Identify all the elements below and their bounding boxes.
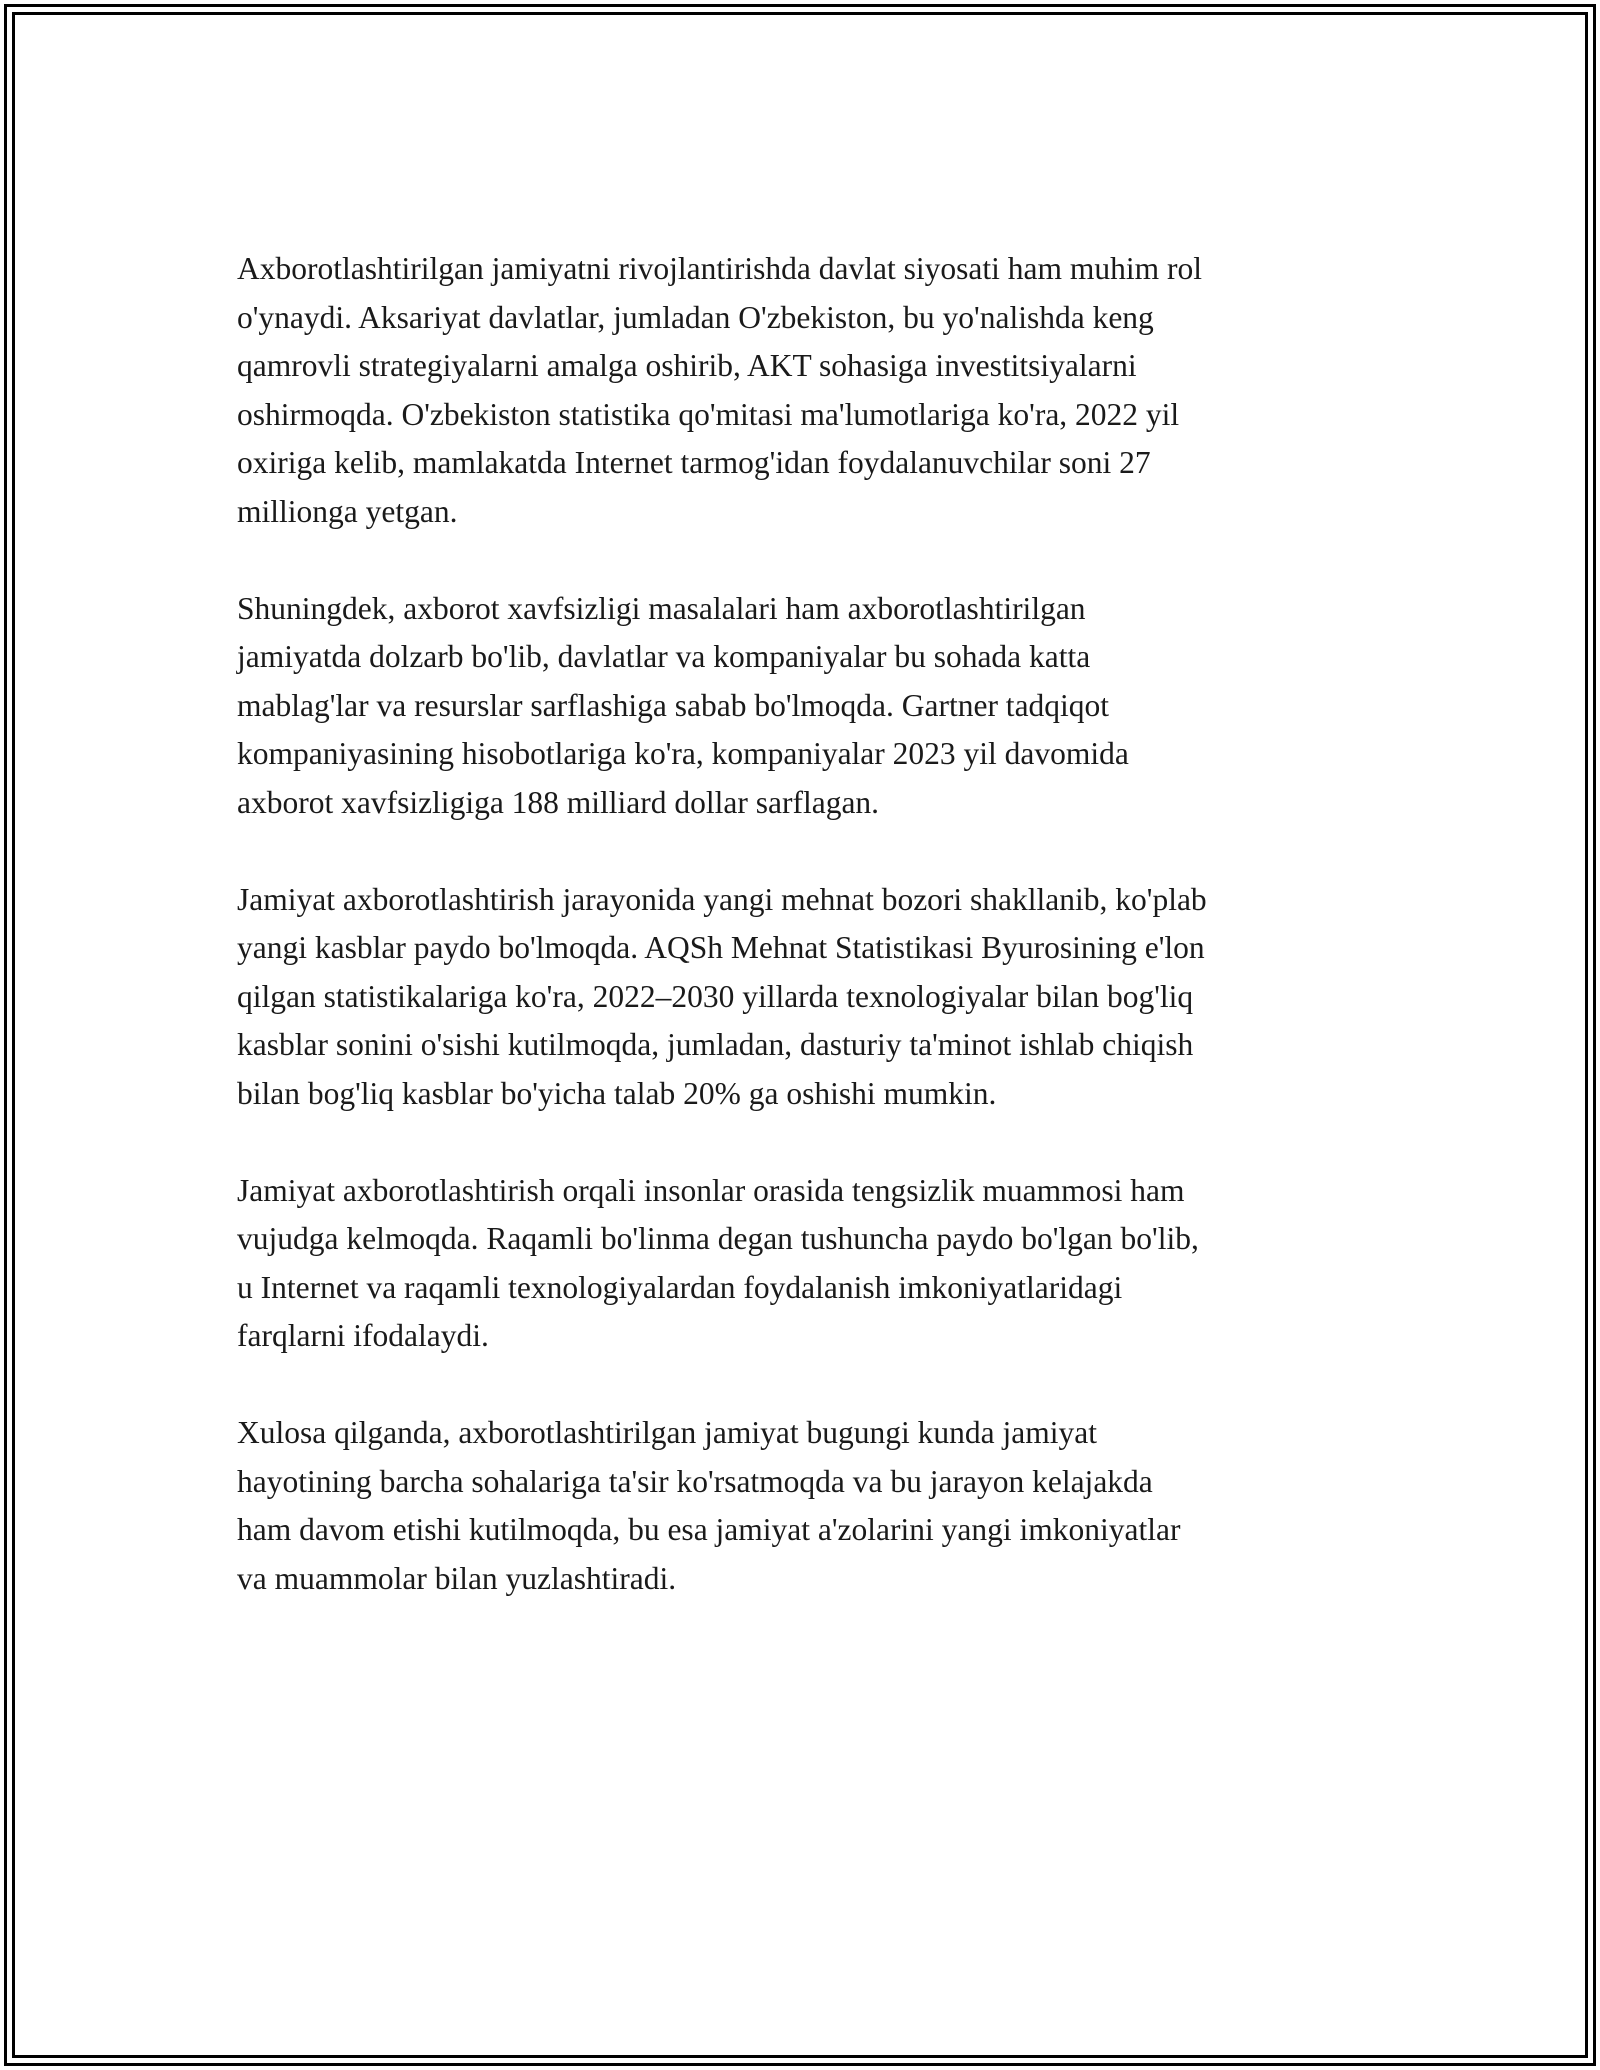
- page-border-inner: [12, 12, 1588, 2058]
- paragraph-labor-market: Jamiyat axborotlashtirish jarayonida yangi mehnat bozori shakllanib, ko'plab yangi kasblar paydo bo'lmoqda. AQSh Mehnat Statistikasi Byurosining e'lon qilgan statistikalariga ko'ra, 2022–2030 yillarda texnologiyalar bilan bog'liq kasblar sonini o'sishi kutilmoqda, jumladan, dasturiy ta'minot ishlab chiqish bilan bog'liq kasblar bo'yicha talab 20% ga oshishi mumkin.: [237, 881, 1207, 1111]
- paragraph-state-policy: Axborotlashtirilgan jamiyatni rivojlantirishda davlat siyosati ham muhim rol o'ynaydi. Aksariyat davlatlar, jumladan O'zbekiston, bu yo'nalishda keng qamrovli strategiyalarni amalga oshirib, AKT sohasiga investitsiyalarni oshirmoqda. O'zbekiston statistika qo'mitasi ma'lumotlariga ko'ra, 2022 yil oxiriga kelib, mamlakatda Internet tarmog'idan foydalanuvchilar soni 27 millionga yetgan.: [237, 251, 1202, 529]
- paragraph-information-security: Shuningdek, axborot xavfsizligi masalalari ham axborotlashtirilgan jamiyatda dolzarb bo'lib, davlatlar va kompaniyalar bu sohada katta mablag'lar va resurslar sarflashiga sabab bo'lmoqda. Gartner tadqiqot kompaniyasining hisobotlariga ko'ra, kompaniyalar 2023 yil davomida axborot xavfsizligiga 188 milliard dollar sarflagan.: [237, 590, 1129, 820]
- paragraph-conclusion: Xulosa qilganda, axborotlashtirilgan jamiyat bugungi kunda jamiyat hayotining barcha sohalariga ta'sir ko'rsatmoqda va bu jarayon kelajakda ham davom etishi kutilmoqda, bu esa jamiyat a'zolarini yangi imkoniyatlar va muammolar bilan yuzlashtiradi.: [237, 1415, 1181, 1596]
- page-border-outer: [4, 4, 1596, 2066]
- paragraph-digital-divide: Jamiyat axborotlashtirish orqali insonlar orasida tengsizlik muammosi ham vujudga kelmoqda. Raqamli bo'linma degan tushuncha paydo bo'lgan bo'lib, u Internet va raqamli texnologiyalardan foydalanish imkoniyatlaridagi farqlarni ifodalaydi.: [237, 1172, 1199, 1353]
- document-body: [237, 245, 1387, 1652]
